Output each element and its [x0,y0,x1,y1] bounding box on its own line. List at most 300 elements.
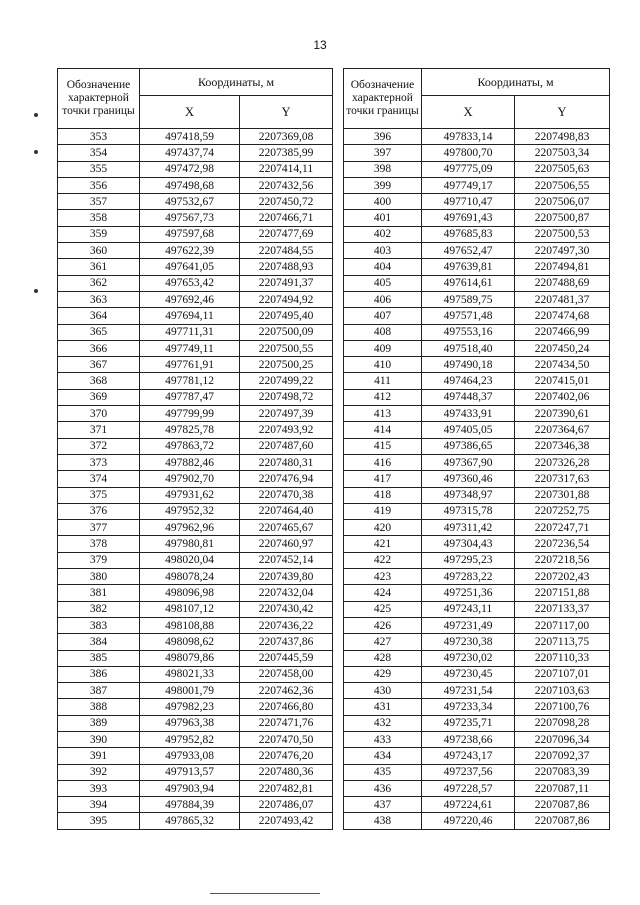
y-coordinate-cell: 2207301,88 [515,487,610,503]
y-coordinate-cell: 2207482,81 [240,780,333,796]
table-row [58,406,333,422]
table-row [344,389,610,405]
y-coordinate-cell: 2207471,76 [240,715,333,731]
x-coordinate-cell: 497230,02 [422,650,515,666]
left-table-body [58,129,333,830]
x-coordinate-cell: 497367,90 [422,454,515,470]
y-coordinate-cell: 2207480,36 [240,764,333,780]
table-row [58,585,333,601]
point-number-cell: 400 [344,194,422,210]
table-row [58,715,333,731]
y-coordinate-cell: 2207247,71 [515,520,610,536]
x-coordinate-cell: 497472,98 [140,161,240,177]
table-row [58,780,333,796]
table-row [58,161,333,177]
y-coordinate-cell: 2207506,07 [515,194,610,210]
x-coordinate-cell: 498079,86 [140,650,240,666]
table-row [58,617,333,633]
table-row [344,177,610,193]
table-row [344,259,610,275]
x-coordinate-cell: 497230,38 [422,634,515,650]
page-number: 13 [313,38,327,52]
y-coordinate-cell: 2207436,22 [240,617,333,633]
y-coordinate-cell: 2207498,83 [515,129,610,145]
table-row [58,520,333,536]
point-number-cell: 364 [58,308,140,324]
y-coordinate-cell: 2207497,30 [515,243,610,259]
y-coordinate-cell: 2207476,94 [240,471,333,487]
table-row [344,634,610,650]
table-row [58,650,333,666]
coordinates-table-right [343,68,610,830]
table-row [344,536,610,552]
margin-mark [34,150,38,154]
point-number-cell: 380 [58,569,140,585]
x-coordinate-cell: 497933,08 [140,748,240,764]
point-number-cell: 378 [58,536,140,552]
x-coordinate-cell: 497251,36 [422,585,515,601]
x-coordinate-cell: 497931,62 [140,487,240,503]
point-number-cell: 422 [344,552,422,568]
x-coordinate-cell: 497653,42 [140,275,240,291]
y-coordinate-cell: 2207434,50 [515,357,610,373]
y-coordinate-cell: 2207450,72 [240,194,333,210]
y-coordinate-cell: 2207460,97 [240,536,333,552]
x-coordinate-cell: 497685,83 [422,226,515,242]
table-row [58,308,333,324]
y-coordinate-cell: 2207096,34 [515,731,610,747]
point-number-cell: 361 [58,259,140,275]
point-number-cell: 437 [344,797,422,813]
x-coordinate-cell: 497694,11 [140,308,240,324]
table-row [58,177,333,193]
table-row [344,487,610,503]
point-number-cell: 359 [58,226,140,242]
point-number-cell: 404 [344,259,422,275]
x-coordinate-cell: 497913,57 [140,764,240,780]
y-coordinate-cell: 2207445,59 [240,650,333,666]
point-number-cell: 358 [58,210,140,226]
y-coordinate-cell: 2207326,28 [515,454,610,470]
table-row [344,683,610,699]
x-coordinate-cell: 497902,70 [140,471,240,487]
x-coordinate-cell: 498078,24 [140,569,240,585]
point-number-cell: 371 [58,422,140,438]
x-coordinate-cell: 497711,31 [140,324,240,340]
point-number-cell: 392 [58,764,140,780]
x-coordinate-cell: 497571,48 [422,308,515,324]
point-number-cell: 395 [58,813,140,829]
point-number-cell: 363 [58,291,140,307]
point-number-cell: 362 [58,275,140,291]
y-coordinate-cell: 2207506,55 [515,177,610,193]
x-coordinate-cell: 497220,46 [422,813,515,829]
x-coordinate-cell: 498021,33 [140,666,240,682]
x-coordinate-cell: 497692,46 [140,291,240,307]
y-coordinate-cell: 2207439,80 [240,569,333,585]
x-coordinate-cell: 498108,88 [140,617,240,633]
y-coordinate-cell: 2207432,56 [240,177,333,193]
y-coordinate-cell: 2207477,69 [240,226,333,242]
x-coordinate-cell: 497518,40 [422,340,515,356]
x-coordinate-cell: 497882,46 [140,454,240,470]
table-row [58,194,333,210]
x-coordinate-cell: 497243,17 [422,748,515,764]
point-number-cell: 438 [344,813,422,829]
table-row [58,340,333,356]
point-number-cell: 413 [344,406,422,422]
point-number-cell: 436 [344,780,422,796]
point-number-cell: 431 [344,699,422,715]
y-coordinate-cell: 2207098,28 [515,715,610,731]
x-coordinate-cell: 497825,78 [140,422,240,438]
table-row [58,666,333,682]
table-row [344,161,610,177]
point-number-cell: 372 [58,438,140,454]
point-number-cell: 435 [344,764,422,780]
y-coordinate-cell: 2207466,71 [240,210,333,226]
point-number-cell: 427 [344,634,422,650]
point-number-cell: 426 [344,617,422,633]
table-row [344,780,610,796]
x-coordinate-cell: 498020,04 [140,552,240,568]
y-coordinate-cell: 2207500,87 [515,210,610,226]
x-header: X [140,96,240,129]
x-coordinate-cell: 497448,37 [422,389,515,405]
y-coordinate-cell: 2207500,53 [515,226,610,242]
y-coordinate-cell: 2207474,68 [515,308,610,324]
table-row [344,438,610,454]
table-row [58,243,333,259]
table-row [58,503,333,519]
x-coordinate-cell: 497761,91 [140,357,240,373]
x-coordinate-cell: 497614,61 [422,275,515,291]
x-coordinate-cell: 497589,75 [422,291,515,307]
y-coordinate-cell: 2207486,07 [240,797,333,813]
point-number-cell: 425 [344,601,422,617]
table-row [344,454,610,470]
table-row [58,357,333,373]
point-number-cell: 396 [344,129,422,145]
point-number-cell: 420 [344,520,422,536]
point-number-cell: 394 [58,797,140,813]
y-coordinate-cell: 2207450,24 [515,340,610,356]
point-number-cell: 398 [344,161,422,177]
point-number-cell: 403 [344,243,422,259]
table-row [344,145,610,161]
table-row [344,520,610,536]
point-number-cell: 353 [58,129,140,145]
x-coordinate-cell: 497787,47 [140,389,240,405]
table-row [58,634,333,650]
x-coordinate-cell: 497833,14 [422,129,515,145]
footer-rule [210,893,320,894]
point-number-cell: 430 [344,683,422,699]
table-row [58,226,333,242]
margin-mark [34,289,38,293]
y-coordinate-cell: 2207087,86 [515,813,610,829]
point-number-cell: 428 [344,650,422,666]
table-row [344,601,610,617]
table-row [344,813,610,829]
x-coordinate-cell: 497243,11 [422,601,515,617]
table-row [344,129,610,145]
x-coordinate-cell: 497749,11 [140,340,240,356]
point-number-cell: 416 [344,454,422,470]
x-coordinate-cell: 497231,54 [422,683,515,699]
y-coordinate-cell: 2207430,42 [240,601,333,617]
y-coordinate-cell: 2207476,20 [240,748,333,764]
x-coordinate-cell: 498107,12 [140,601,240,617]
point-number-cell: 374 [58,471,140,487]
y-coordinate-cell: 2207503,34 [515,145,610,161]
y-header: Y [515,96,610,129]
point-number-cell: 382 [58,601,140,617]
y-coordinate-cell: 2207500,55 [240,340,333,356]
table-row [344,797,610,813]
coordinates-header: Координаты, м [140,69,333,96]
x-coordinate-cell: 497532,67 [140,194,240,210]
y-coordinate-cell: 2207385,99 [240,145,333,161]
y-coordinate-cell: 2207470,38 [240,487,333,503]
point-number-cell: 434 [344,748,422,764]
x-coordinate-cell: 498001,79 [140,683,240,699]
point-header: Обозначение характерной точки границы [58,69,140,129]
point-number-cell: 405 [344,275,422,291]
point-number-cell: 410 [344,357,422,373]
y-coordinate-cell: 2207437,86 [240,634,333,650]
x-coordinate-cell: 497348,97 [422,487,515,503]
x-coordinate-cell: 497799,99 [140,406,240,422]
x-header: X [422,96,515,129]
y-coordinate-cell: 2207470,50 [240,731,333,747]
table-row [344,617,610,633]
point-number-cell: 414 [344,422,422,438]
x-coordinate-cell: 497231,49 [422,617,515,633]
y-coordinate-cell: 2207499,22 [240,373,333,389]
x-coordinate-cell: 497237,56 [422,764,515,780]
table-row [344,666,610,682]
point-number-cell: 393 [58,780,140,796]
point-number-cell: 432 [344,715,422,731]
x-coordinate-cell: 497641,05 [140,259,240,275]
point-number-cell: 375 [58,487,140,503]
y-coordinate-cell: 2207113,75 [515,634,610,650]
point-number-cell: 421 [344,536,422,552]
point-number-cell: 402 [344,226,422,242]
y-coordinate-cell: 2207505,63 [515,161,610,177]
y-coordinate-cell: 2207083,39 [515,764,610,780]
point-number-cell: 417 [344,471,422,487]
table-row [58,291,333,307]
table-row [58,748,333,764]
table-row [344,650,610,666]
point-number-cell: 391 [58,748,140,764]
y-coordinate-cell: 2207151,88 [515,585,610,601]
x-coordinate-cell: 497710,47 [422,194,515,210]
table-row [58,699,333,715]
x-coordinate-cell: 497295,23 [422,552,515,568]
point-number-cell: 360 [58,243,140,259]
point-number-cell: 381 [58,585,140,601]
point-number-cell: 399 [344,177,422,193]
point-number-cell: 355 [58,161,140,177]
table-row [344,764,610,780]
x-coordinate-cell: 497622,39 [140,243,240,259]
table-row [58,438,333,454]
table-row [344,699,610,715]
point-number-cell: 419 [344,503,422,519]
x-coordinate-cell: 497437,74 [140,145,240,161]
x-coordinate-cell: 497982,23 [140,699,240,715]
table-row [344,406,610,422]
point-number-cell: 357 [58,194,140,210]
point-number-cell: 369 [58,389,140,405]
y-coordinate-cell: 2207236,54 [515,536,610,552]
table-row [58,536,333,552]
x-coordinate-cell: 497952,32 [140,503,240,519]
table-row [344,324,610,340]
point-number-cell: 406 [344,291,422,307]
table-row [344,243,610,259]
y-coordinate-cell: 2207110,33 [515,650,610,666]
x-coordinate-cell: 497863,72 [140,438,240,454]
x-coordinate-cell: 497498,68 [140,177,240,193]
point-number-cell: 385 [58,650,140,666]
table-row [344,422,610,438]
point-number-cell: 387 [58,683,140,699]
table-row [344,552,610,568]
y-coordinate-cell: 2207390,61 [515,406,610,422]
point-number-cell: 370 [58,406,140,422]
y-coordinate-cell: 2207484,55 [240,243,333,259]
x-coordinate-cell: 497980,81 [140,536,240,552]
y-coordinate-cell: 2207415,01 [515,373,610,389]
y-coordinate-cell: 2207402,06 [515,389,610,405]
y-coordinate-cell: 2207494,81 [515,259,610,275]
y-coordinate-cell: 2207493,42 [240,813,333,829]
point-number-cell: 383 [58,617,140,633]
table-row [58,422,333,438]
table-row [58,454,333,470]
x-coordinate-cell: 497386,65 [422,438,515,454]
table-row [344,308,610,324]
point-number-cell: 376 [58,503,140,519]
y-coordinate-cell: 2207495,40 [240,308,333,324]
point-number-cell: 415 [344,438,422,454]
y-coordinate-cell: 2207107,01 [515,666,610,682]
x-coordinate-cell: 497597,68 [140,226,240,242]
table-row [58,471,333,487]
y-coordinate-cell: 2207500,09 [240,324,333,340]
table-row [58,389,333,405]
y-coordinate-cell: 2207346,38 [515,438,610,454]
x-coordinate-cell: 497238,66 [422,731,515,747]
y-coordinate-cell: 2207466,99 [515,324,610,340]
y-coordinate-cell: 2207488,93 [240,259,333,275]
x-coordinate-cell: 497405,05 [422,422,515,438]
point-number-cell: 411 [344,373,422,389]
point-number-cell: 367 [58,357,140,373]
point-number-cell: 412 [344,389,422,405]
table-row [344,731,610,747]
y-coordinate-cell: 2207481,37 [515,291,610,307]
point-number-cell: 390 [58,731,140,747]
y-coordinate-cell: 2207464,40 [240,503,333,519]
table-row [58,324,333,340]
x-coordinate-cell: 497304,43 [422,536,515,552]
table-row [344,226,610,242]
y-coordinate-cell: 2207497,39 [240,406,333,422]
point-number-cell: 429 [344,666,422,682]
table-row [344,275,610,291]
point-number-cell: 354 [58,145,140,161]
table-row [58,683,333,699]
table-row [58,129,333,145]
table-row [58,259,333,275]
table-row [58,797,333,813]
point-number-cell: 408 [344,324,422,340]
point-number-cell: 377 [58,520,140,536]
x-coordinate-cell: 497233,34 [422,699,515,715]
y-coordinate-cell: 2207103,63 [515,683,610,699]
table-row [58,487,333,503]
table-row [344,194,610,210]
y-coordinate-cell: 2207117,00 [515,617,610,633]
y-coordinate-cell: 2207317,63 [515,471,610,487]
x-coordinate-cell: 497567,73 [140,210,240,226]
x-coordinate-cell: 497228,57 [422,780,515,796]
table-row [344,503,610,519]
x-coordinate-cell: 497963,38 [140,715,240,731]
x-coordinate-cell: 497775,09 [422,161,515,177]
x-coordinate-cell: 497865,32 [140,813,240,829]
table-row [58,813,333,829]
y-coordinate-cell: 2207480,31 [240,454,333,470]
x-coordinate-cell: 497315,78 [422,503,515,519]
point-number-cell: 433 [344,731,422,747]
x-coordinate-cell: 497360,46 [422,471,515,487]
point-number-cell: 423 [344,569,422,585]
table-row [58,275,333,291]
y-coordinate-cell: 2207498,72 [240,389,333,405]
table-row [344,471,610,487]
y-coordinate-cell: 2207462,36 [240,683,333,699]
y-coordinate-cell: 2207500,25 [240,357,333,373]
x-coordinate-cell: 497235,71 [422,715,515,731]
table-row [344,210,610,226]
y-coordinate-cell: 2207432,04 [240,585,333,601]
y-coordinate-cell: 2207218,56 [515,552,610,568]
x-coordinate-cell: 497781,12 [140,373,240,389]
point-number-cell: 379 [58,552,140,568]
x-coordinate-cell: 497418,59 [140,129,240,145]
point-number-cell: 366 [58,340,140,356]
x-coordinate-cell: 497962,96 [140,520,240,536]
point-number-cell: 397 [344,145,422,161]
table-row [58,731,333,747]
point-number-cell: 386 [58,666,140,682]
y-coordinate-cell: 2207100,76 [515,699,610,715]
y-coordinate-cell: 2207494,92 [240,291,333,307]
x-coordinate-cell: 497749,17 [422,177,515,193]
table-row [58,764,333,780]
margin-mark [34,113,38,117]
table-row [344,585,610,601]
table-row [344,291,610,307]
point-number-cell: 368 [58,373,140,389]
y-coordinate-cell: 2207466,80 [240,699,333,715]
